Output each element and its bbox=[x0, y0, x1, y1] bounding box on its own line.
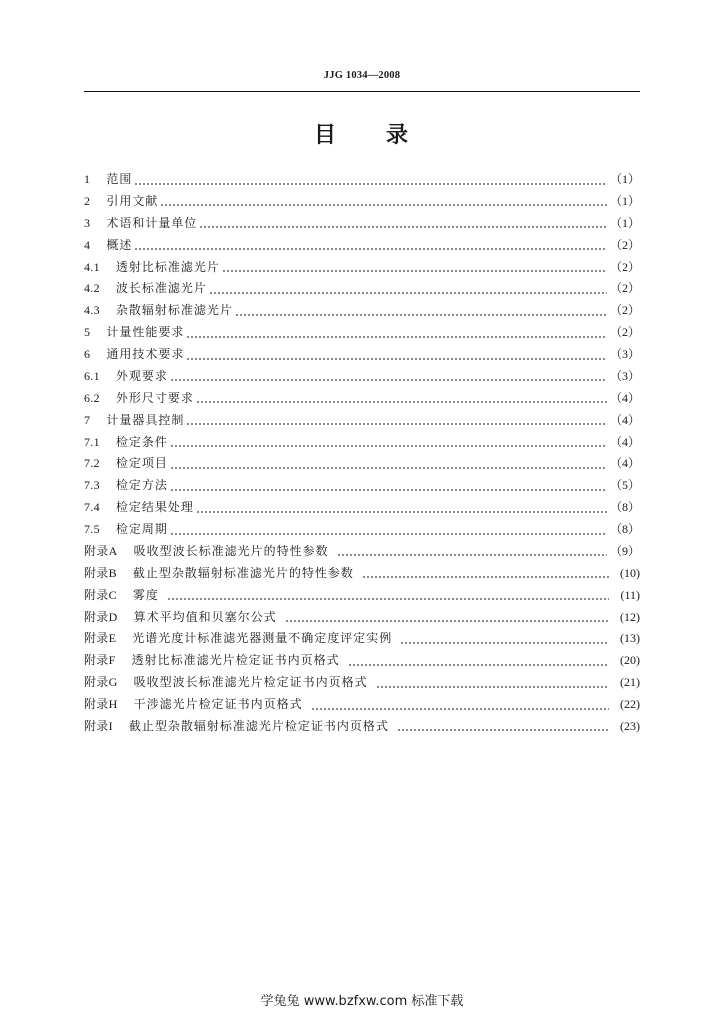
toc-appendix-entry bbox=[84, 628, 640, 650]
dot-leader bbox=[311, 694, 609, 716]
dot-leader bbox=[397, 716, 609, 738]
toc-entry-page: （4） bbox=[609, 412, 640, 427]
toc-entry-number: 附录F bbox=[84, 653, 116, 668]
toc-entry-title: 计量器具控制 bbox=[106, 412, 185, 427]
table-of-contents bbox=[84, 169, 640, 738]
toc-entry bbox=[84, 519, 640, 541]
toc-entry-title: 干涉滤光片检定证书内页格式 bbox=[133, 697, 303, 711]
dot-leader bbox=[209, 278, 607, 300]
toc-entry-page: (20) bbox=[620, 653, 640, 668]
dot-leader bbox=[362, 563, 609, 585]
toc-entry-title: 杂散辐射标准滤光片 bbox=[115, 303, 233, 318]
dot-leader bbox=[134, 169, 607, 191]
toc-entry-title: 算术平均值和贝塞尔公式 bbox=[133, 609, 277, 624]
toc-entry bbox=[84, 475, 640, 497]
dot-leader bbox=[199, 213, 607, 235]
toc-entry-title: 外观要求 bbox=[115, 368, 168, 383]
toc-entry bbox=[84, 322, 640, 344]
dot-leader bbox=[196, 497, 607, 519]
toc-entry bbox=[84, 257, 640, 279]
toc-entry-title: 检定项目 bbox=[115, 456, 168, 471]
toc-entry-title: 检定周期 bbox=[115, 522, 168, 536]
toc-entry-number: 6.2 bbox=[84, 390, 100, 405]
toc-appendix-entry bbox=[84, 694, 640, 716]
toc-entry-title: 检定条件 bbox=[115, 434, 168, 449]
toc-entry-title: 吸收型波长标准滤光片检定证书内页格式 bbox=[133, 675, 368, 690]
toc-entry-number: 附录G bbox=[84, 675, 118, 690]
toc-entry-page: (21) bbox=[620, 675, 640, 690]
dot-leader bbox=[285, 607, 609, 629]
toc-entry-title: 波长标准滤光片 bbox=[115, 281, 207, 296]
toc-entry-number: 附录H bbox=[84, 697, 118, 711]
toc-entry bbox=[84, 300, 640, 322]
toc-entry-page: （2） bbox=[609, 259, 640, 274]
toc-entry bbox=[84, 191, 640, 213]
toc-entry-number: 4.2 bbox=[84, 281, 100, 296]
toc-entry-number: 4 bbox=[84, 237, 91, 252]
watermark-footer: 学兔兔 www.bzfxw.com 标准下载 bbox=[260, 994, 464, 1009]
toc-entry-page: （5） bbox=[609, 478, 640, 493]
toc-entry-title: 概述 bbox=[106, 237, 133, 252]
standard-code-header: JJG 1034—2008 bbox=[323, 70, 401, 81]
toc-entry-number: 附录I bbox=[84, 718, 113, 733]
toc-entry-page: （8） bbox=[609, 522, 640, 536]
toc-entry-page: （3） bbox=[609, 368, 640, 383]
dot-leader bbox=[186, 344, 607, 366]
dot-leader bbox=[348, 650, 609, 672]
toc-entry-page: （1） bbox=[609, 215, 640, 230]
toc-entry bbox=[84, 344, 640, 366]
toc-entry-number: 附录A bbox=[84, 543, 118, 558]
toc-entry-page: （1） bbox=[609, 193, 640, 208]
dot-leader bbox=[235, 300, 607, 322]
toc-entry-page: (13) bbox=[620, 631, 640, 646]
toc-entry-number: 6.1 bbox=[84, 368, 100, 383]
toc-entry bbox=[84, 278, 640, 300]
toc-entry-page: (22) bbox=[620, 697, 640, 711]
toc-entry-title: 范围 bbox=[106, 172, 133, 186]
dot-leader bbox=[134, 235, 607, 257]
toc-entry-page: （2） bbox=[609, 281, 640, 296]
toc-entry-number: 7.4 bbox=[84, 500, 100, 515]
toc-entry-number: 4.3 bbox=[84, 303, 100, 318]
toc-entry-title: 吸收型波长标准滤光片的特性参数 bbox=[133, 543, 329, 558]
toc-entry-page: （9） bbox=[609, 543, 640, 558]
toc-appendix-entry bbox=[84, 650, 640, 672]
toc-entry-number: 附录B bbox=[84, 565, 117, 580]
dot-leader bbox=[170, 366, 607, 388]
toc-entry-number: 7.2 bbox=[84, 456, 100, 471]
toc-entry-title: 透射比标准滤光片检定证书内页格式 bbox=[131, 653, 340, 668]
dot-leader bbox=[170, 475, 607, 497]
toc-entry-number: 7.3 bbox=[84, 478, 100, 493]
toc-entry-number: 附录E bbox=[84, 631, 117, 646]
toc-entry bbox=[84, 169, 640, 191]
toc-entry bbox=[84, 432, 640, 454]
toc-entry-number: 7.1 bbox=[84, 434, 100, 449]
dot-leader bbox=[376, 672, 609, 694]
toc-entry-number: 4.1 bbox=[84, 259, 100, 274]
toc-appendix-entry bbox=[84, 541, 640, 563]
toc-entry-page: （4） bbox=[609, 434, 640, 449]
dot-leader bbox=[170, 519, 607, 541]
toc-entry-number: 附录D bbox=[84, 609, 118, 624]
toc-entry-title: 截止型杂散辐射标准滤光片检定证书内页格式 bbox=[128, 718, 389, 733]
toc-entry bbox=[84, 366, 640, 388]
toc-entry-page: （4） bbox=[609, 390, 640, 405]
toc-entry-page: （2） bbox=[609, 325, 640, 340]
toc-entry-page: (10) bbox=[620, 565, 640, 580]
toc-entry-title: 术语和计量单位 bbox=[106, 215, 198, 230]
toc-entry-number: 1 bbox=[84, 172, 91, 186]
toc-appendix-entry bbox=[84, 585, 640, 607]
toc-entry-title: 引用文献 bbox=[106, 193, 159, 208]
toc-entry-page: （2） bbox=[609, 237, 640, 252]
toc-entry bbox=[84, 410, 640, 432]
toc-entry-page: （2） bbox=[609, 303, 640, 318]
toc-entry bbox=[84, 388, 640, 410]
toc-entry-title: 雾度 bbox=[132, 587, 159, 602]
dot-leader bbox=[196, 388, 607, 410]
toc-entry-title: 光谱光度计标准滤光器测量不确定度评定实例 bbox=[132, 631, 393, 646]
toc-entry-page: （1） bbox=[609, 172, 640, 186]
toc-entry-number: 6 bbox=[84, 347, 91, 361]
toc-entry-number: 7 bbox=[84, 412, 91, 427]
toc-entry-title: 外形尺寸要求 bbox=[115, 390, 194, 405]
toc-appendix-entry bbox=[84, 607, 640, 629]
dot-leader bbox=[170, 432, 607, 454]
toc-entry-page: （3） bbox=[609, 347, 640, 361]
dot-leader bbox=[337, 541, 607, 563]
dot-leader bbox=[167, 585, 609, 607]
toc-entry-number: 5 bbox=[84, 325, 91, 340]
toc-entry-page: （8） bbox=[609, 500, 640, 515]
dot-leader bbox=[222, 257, 607, 279]
toc-entry-page: (12) bbox=[620, 609, 640, 624]
dot-leader bbox=[160, 191, 607, 213]
toc-title: 目 录 bbox=[313, 122, 410, 147]
toc-entry-page: (11) bbox=[620, 587, 640, 602]
toc-appendix-entry bbox=[84, 716, 640, 738]
toc-entry-number: 2 bbox=[84, 193, 91, 208]
toc-entry-page: （4） bbox=[609, 456, 640, 471]
toc-entry-number: 附录C bbox=[84, 587, 117, 602]
toc-entry-title: 通用技术要求 bbox=[106, 347, 185, 361]
dot-leader bbox=[170, 453, 607, 475]
toc-entry-number: 7.5 bbox=[84, 522, 100, 536]
toc-appendix-entry bbox=[84, 672, 640, 694]
toc-entry bbox=[84, 453, 640, 475]
toc-entry-title: 检定方法 bbox=[115, 478, 168, 493]
toc-entry-title: 检定结果处理 bbox=[115, 500, 194, 515]
toc-entry-number: 3 bbox=[84, 215, 91, 230]
toc-entry-page: (23) bbox=[620, 718, 640, 733]
toc-entry bbox=[84, 213, 640, 235]
toc-appendix-entry bbox=[84, 563, 640, 585]
dot-leader bbox=[186, 410, 607, 432]
toc-entry-title: 截止型杂散辐射标准滤光片的特性参数 bbox=[132, 565, 354, 580]
toc-entry bbox=[84, 235, 640, 257]
toc-entry-title: 计量性能要求 bbox=[106, 325, 185, 340]
header-rule bbox=[84, 91, 640, 92]
dot-leader bbox=[186, 322, 607, 344]
toc-entry-title: 透射比标准滤光片 bbox=[115, 259, 220, 274]
toc-entry bbox=[84, 497, 640, 519]
dot-leader bbox=[400, 628, 609, 650]
